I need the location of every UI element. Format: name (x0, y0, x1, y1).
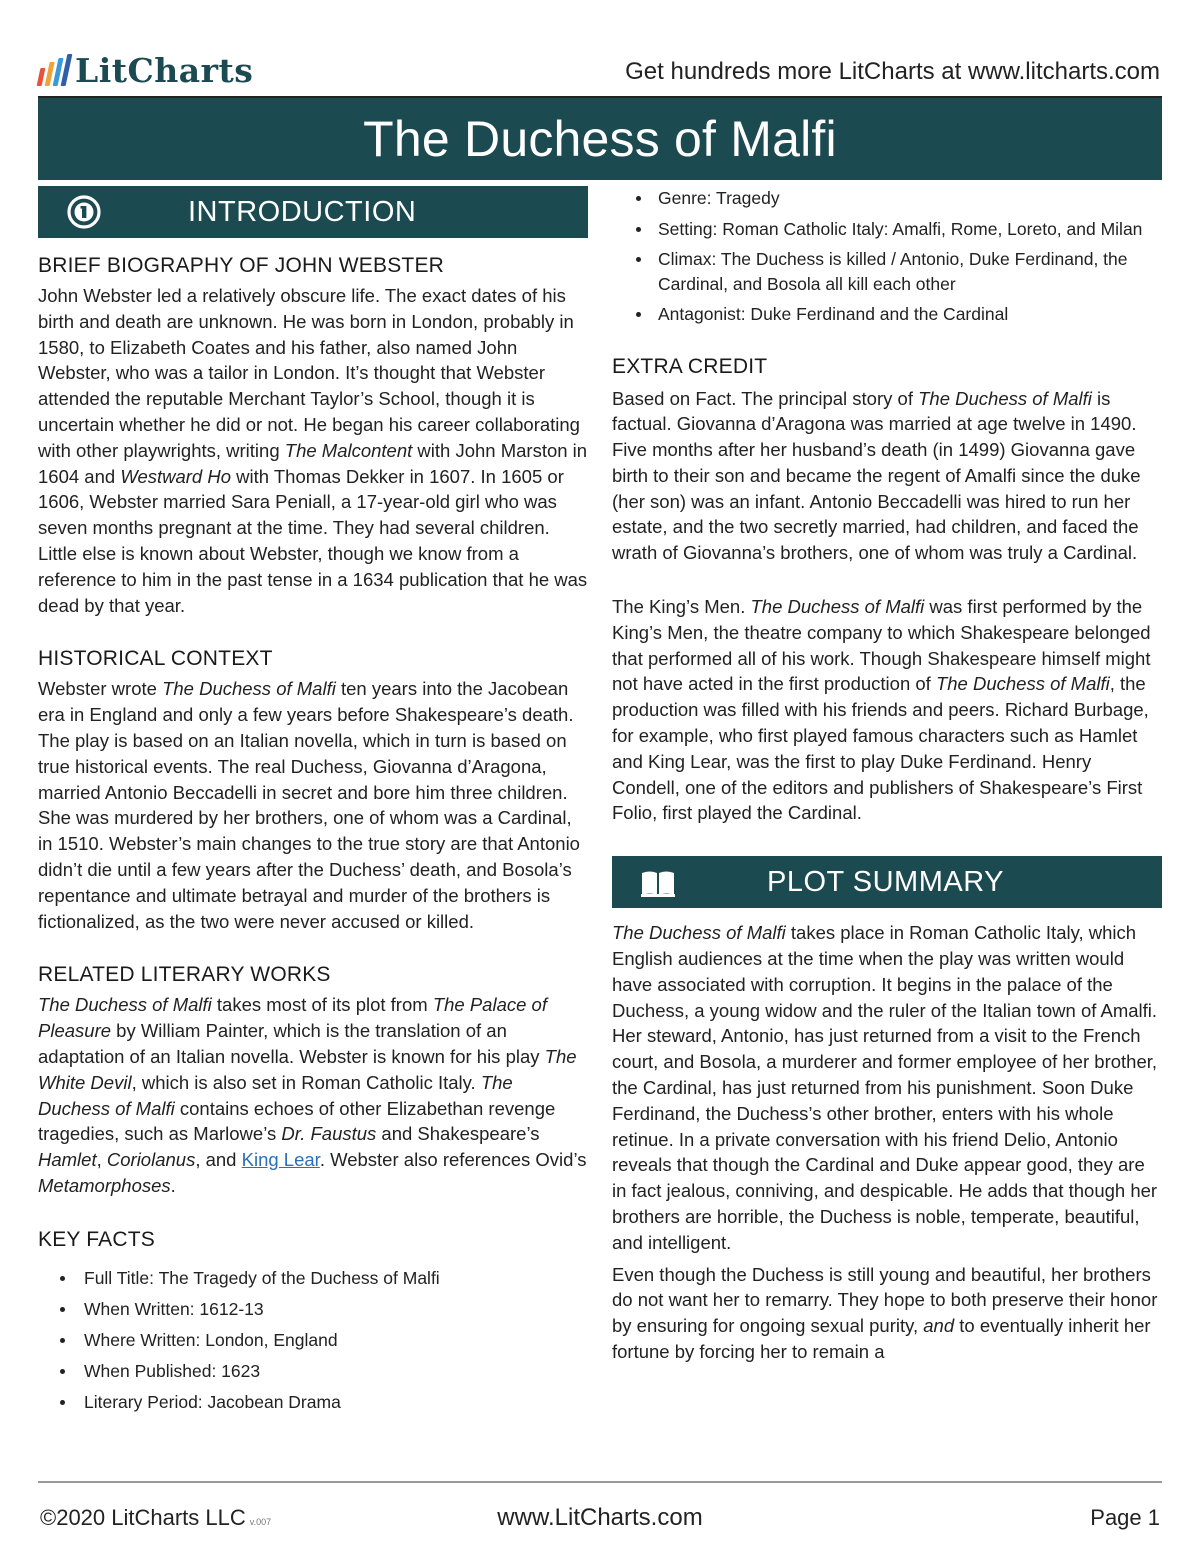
plot-summary-paragraph-2: Even though the Duchess is still young and beautiful, her brothers do not want her to remarry. They hope to both preserve their honor by ensuring for ongoing sexual purity, and to eventually inherit her fortune by forcing her to remain a (612, 1263, 1158, 1362)
related-works-text: The Duchess of Malfi takes most of its plot from The Palace of Pleasure by William Painter, which is the translation of an adaptation of an Italian novella. Webster is known for his play The White Devil, which is also set in Roman Catholic Italy. The Duchess of Malfi contains echoes of other Elizabethan revenge tragedies, such as Marlowe’s Dr. Faustus and Shakespeare’s Hamlet, Coriolanus, and King Lear. Webster also references Ovid’s Metamorphoses. (38, 994, 587, 1196)
title-banner (38, 98, 1162, 180)
introduction-title: INTRODUCTION (188, 195, 417, 228)
extra-credit-kings-men: The King’s Men. The Duchess of Malfi was first performed by the King’s Men, the theatre company to which Shakespeare belonged that performed all of his work. Though Shakespeare himself might not have acted in the first production of The Duchess of Malfi, the production was filled with his friends and peers. Richard Burbage, for example, who first played famous characters such as Hamlet and King Lear, was the first to play Duke Ferdinand. Henry Condell, one of the editors and publishers of Shakespeare’s First Folio, first played the Cardinal. (612, 596, 1151, 824)
page-number: Page 1 (1090, 1505, 1160, 1530)
plot-summary-paragraph-1: The Duchess of Malfi takes place in Roman Catholic Italy, which English audiences at the time when the play was written would have associated with corruption. It begins in the palace of the Duchess, a young widow and the ruler of the Italian town of Amalfi. Her steward, Antonio, has just returned from a visit to the French court, and Bosola, a murderer and former employee of her brother, the Cardinal, has just returned from his punishment. Soon Duke Ferdinand, the Duchess’s other brother, enters with his whole retinue. In a private conversation with his friend Delio, Antonio reveals that though the Cardinal and Duke appear good, they are in fact jealous, conniving, and despicable. He adds that though her brothers are horrible, the Duchess is noble, temperate, beautiful, and intelligent. (612, 922, 1158, 1253)
header-promo-link[interactable]: Get hundreds more LitCharts at www.litcharts.com (625, 58, 1160, 85)
key-facts-list (38, 1266, 588, 1415)
list-item: Literary Period: Jacobean Drama (38, 1390, 588, 1415)
list-item: When Written: 1612-13 (38, 1297, 588, 1322)
logo-text: LitCharts (75, 50, 254, 90)
left-column (38, 186, 588, 1414)
list-item: Where Written: London, England (38, 1328, 588, 1353)
key-facts-list-continued (612, 186, 1162, 327)
key-facts-heading: KEY FACTS (38, 1227, 155, 1251)
litcharts-logo[interactable] (40, 50, 253, 90)
page-title: The Duchess of Malfi (363, 111, 837, 167)
footer-divider (38, 1481, 1162, 1483)
biography-heading: BRIEF BIOGRAPHY OF JOHN WEBSTER (38, 254, 445, 277)
version-label: v.007 (249, 1517, 272, 1527)
extra-credit-fact: Based on Fact. The principal story of The Duchess of Malfi is factual. Giovanna d’Aragona was married at age twelve in 1490. Five months after her husband’s death (in 1499) Giovanna gave birth to their son and became the regent of Amalfi since the duke (her son) was an infant. Antonio Beccadelli was hired to run her estate, and the two secretly married, had children, and faced the wrath of Giovanna’s brothers, one of whom was truly a Cardinal. (612, 387, 1141, 564)
historical-context-heading: HISTORICAL CONTEXT (38, 647, 273, 671)
historical-context-text: Webster wrote The Duchess of Malfi ten years into the Jacobean era in England and only a few years before Shakespeare’s death. The play is based on an Italian novella, which in turn is based on true historical events. The real Duchess, Giovanna d’Aragona, married Antonio Beccadelli in secret and bore him three children. She was murdered by her brothers, one of whom was a Cardinal, in 1510. Webster’s main changes to the true story are that Antonio didn’t die until a few years after the Duchess’ death, and Bosola’s repentance and ultimate betrayal and murder of the brothers is fictionalized, as the two were never accused or killed. (38, 678, 580, 932)
biography-text: John Webster led a relatively obscure life. The exact dates of his birth and death are unknown. He was born in London, probably in 1580, to Elizabeth Coates and his father, also named John Webster, who was a tailor in London. It’s thought that Webster attended the reputable Merchant Taylor’s School, though it is uncertain whether he did or not. He began his career collaborating with other playwrights, writing The Malcontent with John Marston in 1604 and Westward Ho with Thomas Dekker in 1607. In 1605 or 1606, Webster married Sara Peniall, a 17-year-old girl who was seven months pregnant at the time. They had several children. Little else is known about Webster, though we know from a reference to him in the past tense in a 1634 publication that he was dead by that year. (38, 285, 588, 616)
extra-credit-heading: EXTRA CREDIT (612, 354, 768, 378)
footer-url-link[interactable]: www.LitCharts.com (497, 1504, 703, 1531)
info-circle-icon (66, 194, 102, 230)
related-works-heading: RELATED LITERARY WORKS (38, 963, 331, 987)
list-item: When Published: 1623 (38, 1359, 588, 1384)
list-item: Climax: The Duchess is killed / Antonio, Duke Ferdinand, the Cardinal, and Bosola all kill each other (612, 247, 1162, 296)
open-book-icon (640, 866, 676, 902)
list-item: Full Title: The Tragedy of the Duchess of Malfi (38, 1266, 588, 1291)
list-item: Genre: Tragedy (612, 186, 1162, 211)
plot-summary-bar (612, 856, 1162, 908)
list-item: Antagonist: Duke Ferdinand and the Cardinal (612, 302, 1162, 327)
plot-summary-title: PLOT SUMMARY (767, 865, 1004, 898)
footer-copyright: ©2020 LitCharts LLC v.007 (40, 1505, 272, 1530)
king-lear-link[interactable]: King Lear (241, 1149, 320, 1171)
right-column (612, 186, 1162, 1365)
list-item: Setting: Roman Catholic Italy: Amalfi, Rome, Loreto, and Milan (612, 217, 1162, 242)
introduction-bar (38, 186, 588, 238)
logo-bars-icon (37, 54, 73, 86)
